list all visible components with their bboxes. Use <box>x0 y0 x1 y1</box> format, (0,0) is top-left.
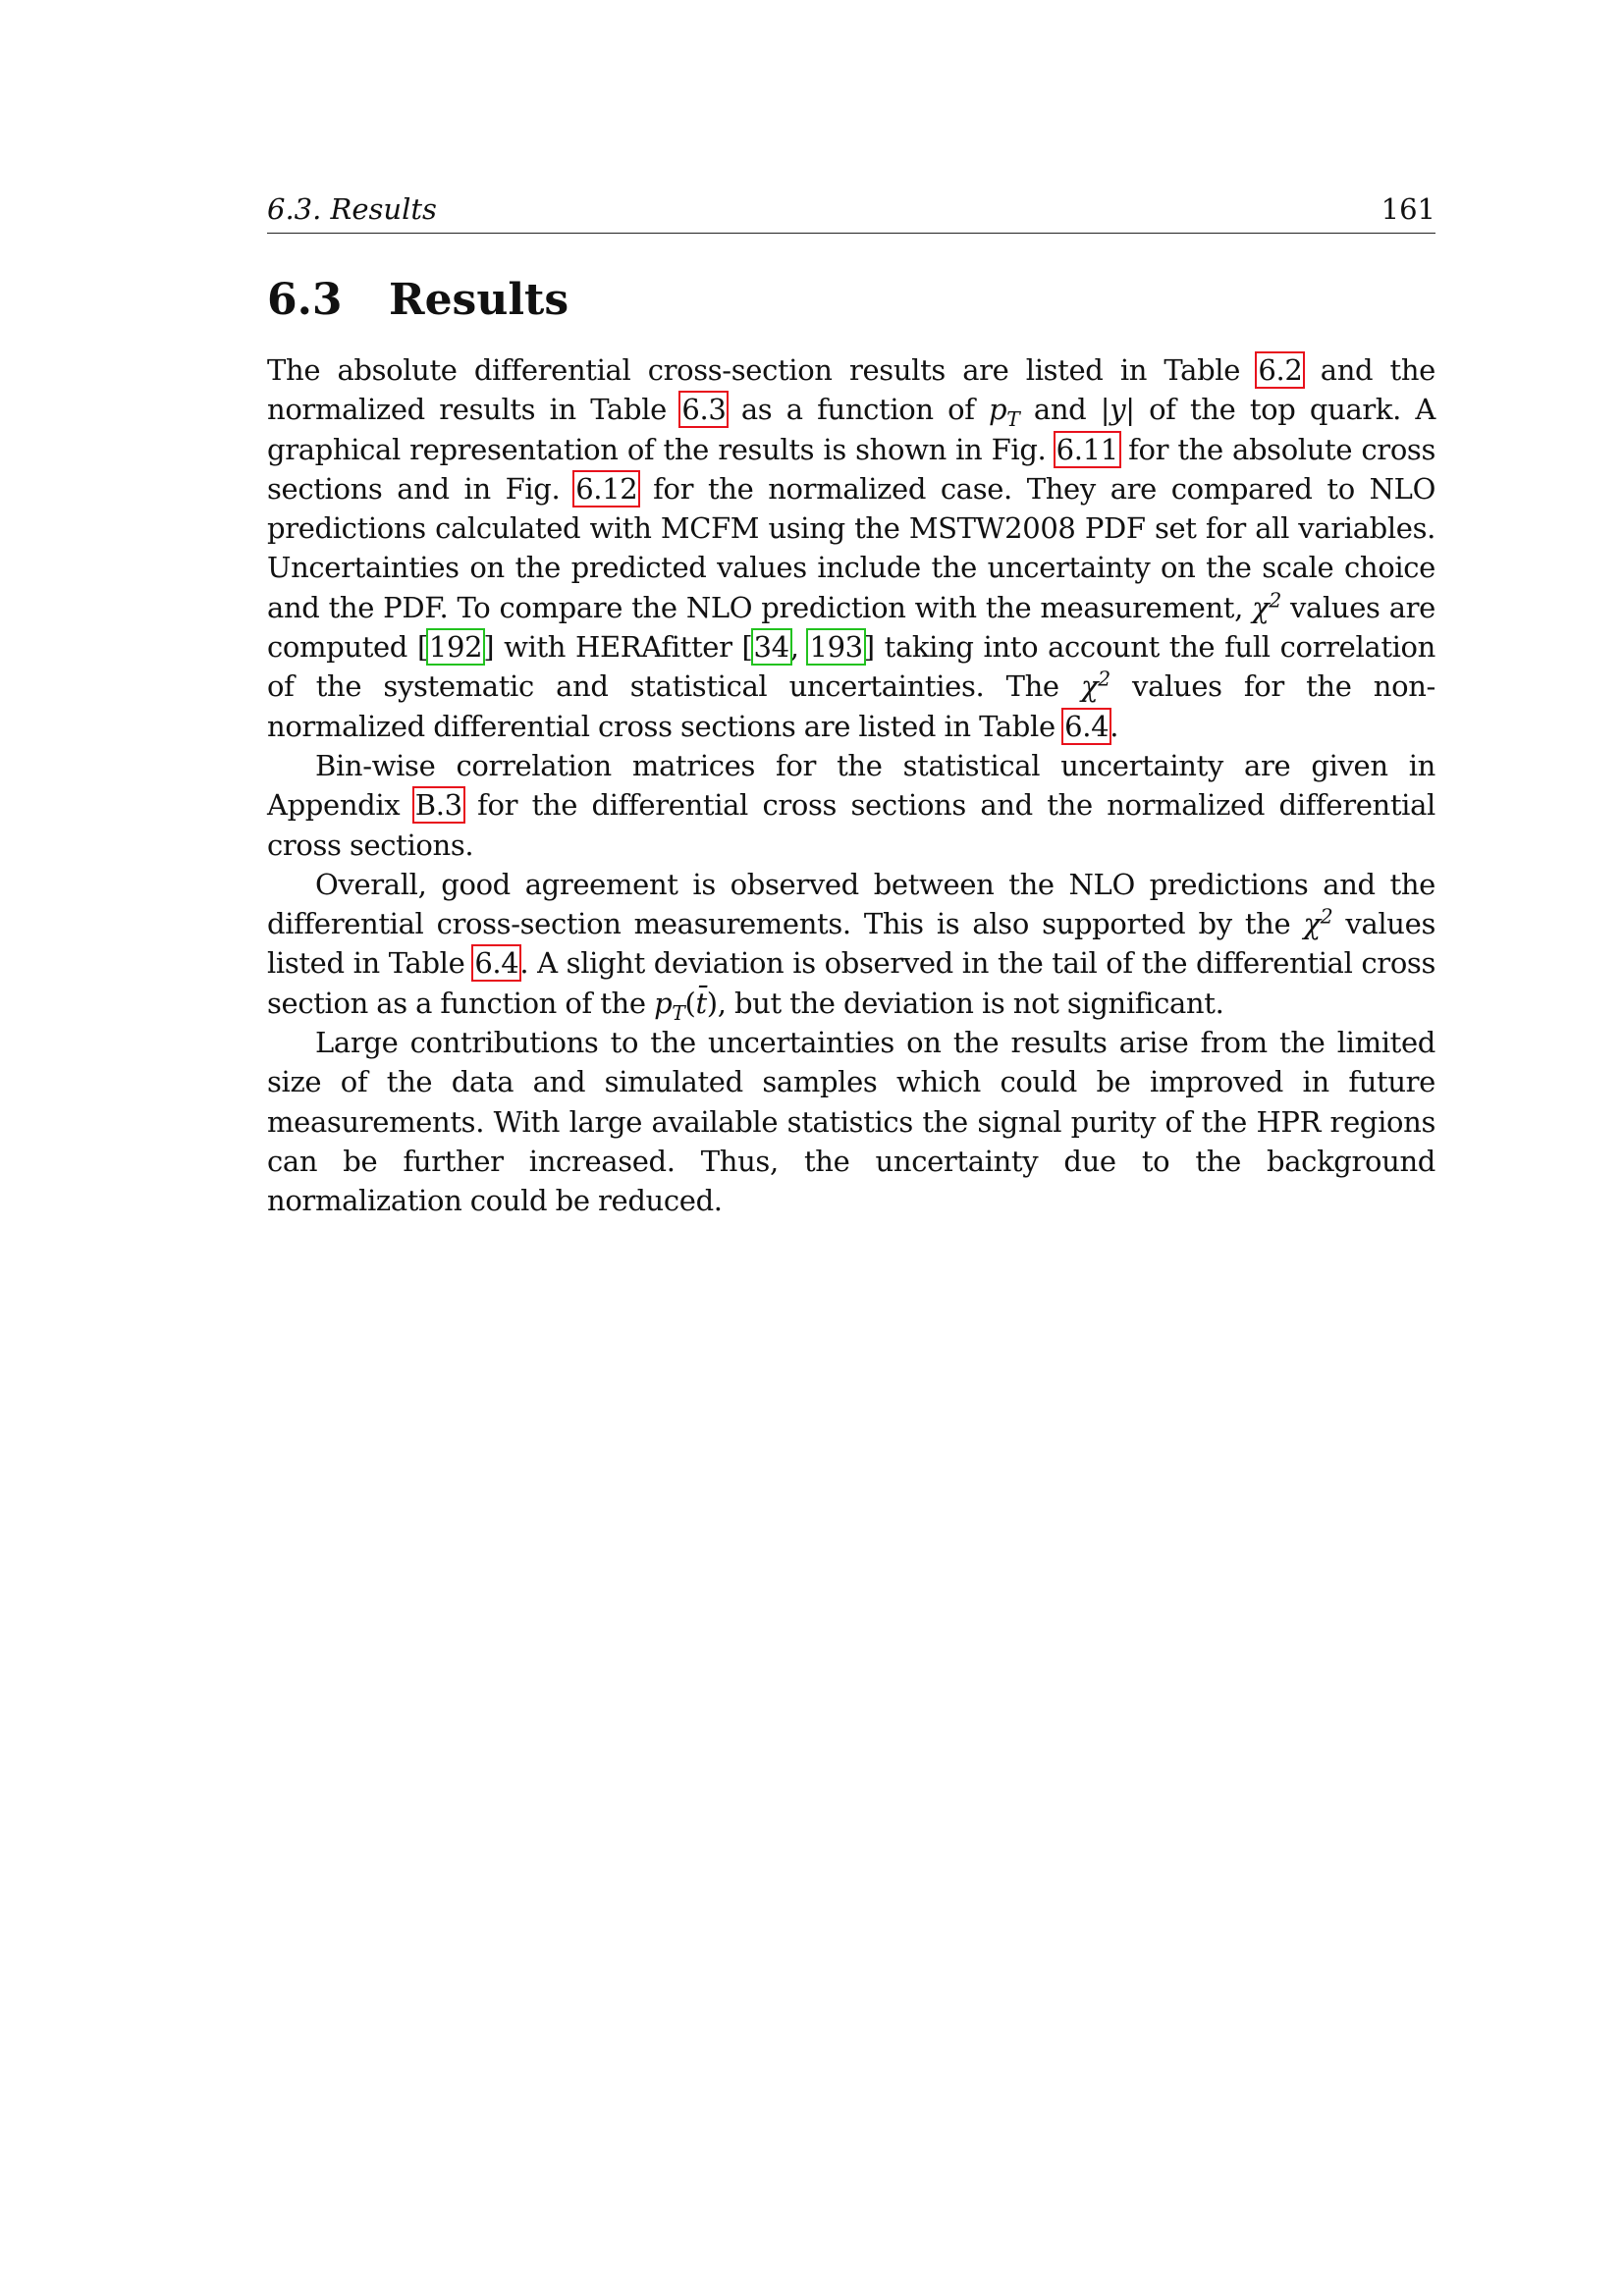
figure-link[interactable]: 6.12 <box>575 471 638 506</box>
text-run: with HERAfitter <box>494 630 742 665</box>
citation-link[interactable]: 193 <box>809 630 863 665</box>
text-run: Bin-wise correlation matrices for the statistical uncertainty are given in Appendix <box>267 748 1435 823</box>
section-title: Results <box>389 275 569 325</box>
math-superscript: 2 <box>1098 667 1110 691</box>
text-run: , but the deviation is not significant. <box>717 986 1224 1020</box>
section-heading <box>267 275 1435 325</box>
figure-link[interactable]: 6.11 <box>1056 432 1118 466</box>
math-subscript: T <box>672 1000 685 1025</box>
math-chi2 <box>1252 588 1281 624</box>
math-symbol: χ <box>1303 907 1321 941</box>
text-run: Large contributions to the uncertainties on the results arise from the limited size of the data and simulated samples which could be improved in future measurements. With large available statistics the signal purity of the HPR regions can be further increased. Thus, the uncertainty due to the background normalization could be reduced. <box>267 1026 1435 1218</box>
page <box>267 192 1435 1221</box>
table-link[interactable]: 6.4 <box>474 946 519 981</box>
text-run: . A slight deviation is observed in the tail of the differential cross section as a function of the <box>267 946 1435 1020</box>
text-run: as a function of <box>727 393 990 427</box>
paragraph-1: The absolute differential cross-section results are listed in Table 6.2 and the normalized results in Table 6.3 as a function of $p_T$ and |y| of the top quark. A graphical representation of the results is shown in Fig. 6.11 for the absolute cross sections and in Fig. 6.12 for the normalized case. They are compared to NLO predictions calculated with MCFM using the MSTW2008 PDF set for all variables. Uncertainties on the predicted values include the uncertainty on the scale choice and the PDF. To compare the NLO prediction with the measurement, $\chi^2$ values are computed [192] with HERAfitter [34, 193] taking into account the full correlation of the systematic and statistical uncertainties. The $\chi^2$ values for the non-normalized differential cross sections are listed in Table 6.4. <box>267 353 1436 743</box>
math-pt <box>989 393 1020 432</box>
math-abs-y: |y| <box>1100 393 1135 427</box>
text-run: values for the non-normalized differential cross sections are listed in Table <box>267 669 1435 743</box>
section-number: 6.3 <box>267 275 343 325</box>
text-run: . <box>1110 709 1119 743</box>
text-run: and <box>1019 393 1101 427</box>
table-link[interactable]: 6.3 <box>681 393 727 427</box>
citation-link[interactable]: 192 <box>428 630 483 665</box>
running-header <box>267 192 1435 234</box>
math-symbol: p <box>989 393 1007 427</box>
math-superscript: 2 <box>1269 588 1281 613</box>
math-subscript: T <box>1006 407 1020 432</box>
citation-link[interactable]: 34 <box>753 630 789 665</box>
table-link[interactable]: 6.2 <box>1258 353 1303 387</box>
math-chi2 <box>1081 669 1110 703</box>
text-run: The absolute differential cross-section results are listed in Table <box>267 353 1258 387</box>
table-link[interactable]: 6.4 <box>1064 709 1110 743</box>
running-header-section: 6.3. Results <box>267 192 437 226</box>
text-run: , <box>789 630 809 665</box>
text-run: and the normalized results in Table <box>267 353 1435 427</box>
text-run: for the normalized case. They are compared to NLO predictions calculated with MCFM using the MSTW2008 PDF set for all variables. Uncertainties on the predicted values include the uncertainty on the scale choice and the PDF. To compare the NLO prediction with the measurement, <box>267 471 1436 624</box>
appendix-link[interactable]: B.3 <box>414 788 462 823</box>
paragraph-2 <box>267 746 1435 865</box>
math-tbar: t̄ <box>695 986 707 1020</box>
text-run: values are computed <box>267 590 1435 665</box>
math-symbol: χ <box>1081 669 1099 704</box>
math-symbol: p <box>654 986 673 1020</box>
text-run: taking into account the full correlation of the systematic and statistical uncertainties. The <box>267 630 1435 704</box>
math-superscript: 2 <box>1320 904 1333 929</box>
text-run: Overall, good agreement is observed between the NLO predictions and the differential cross-section measurements. This is also supported by the <box>267 867 1435 941</box>
math-symbol: χ <box>1252 590 1270 624</box>
text-run: of the top quark. A graphical representation of the results is shown in Fig. <box>267 393 1435 466</box>
page-number: 161 <box>1380 192 1435 226</box>
math-chi2 <box>1303 904 1333 941</box>
body-text <box>267 350 1435 1221</box>
text-run: for the absolute cross sections and in Fig. <box>267 432 1435 506</box>
math-pt-tbar: $p_T(t̄)$ <box>654 986 718 1025</box>
paragraph-4 <box>267 1023 1435 1220</box>
text-run: for the differential cross sections and the normalized differential cross sections. <box>267 788 1435 862</box>
paragraph-3 <box>267 865 1435 1023</box>
text-run: values listed in Table <box>267 907 1435 981</box>
